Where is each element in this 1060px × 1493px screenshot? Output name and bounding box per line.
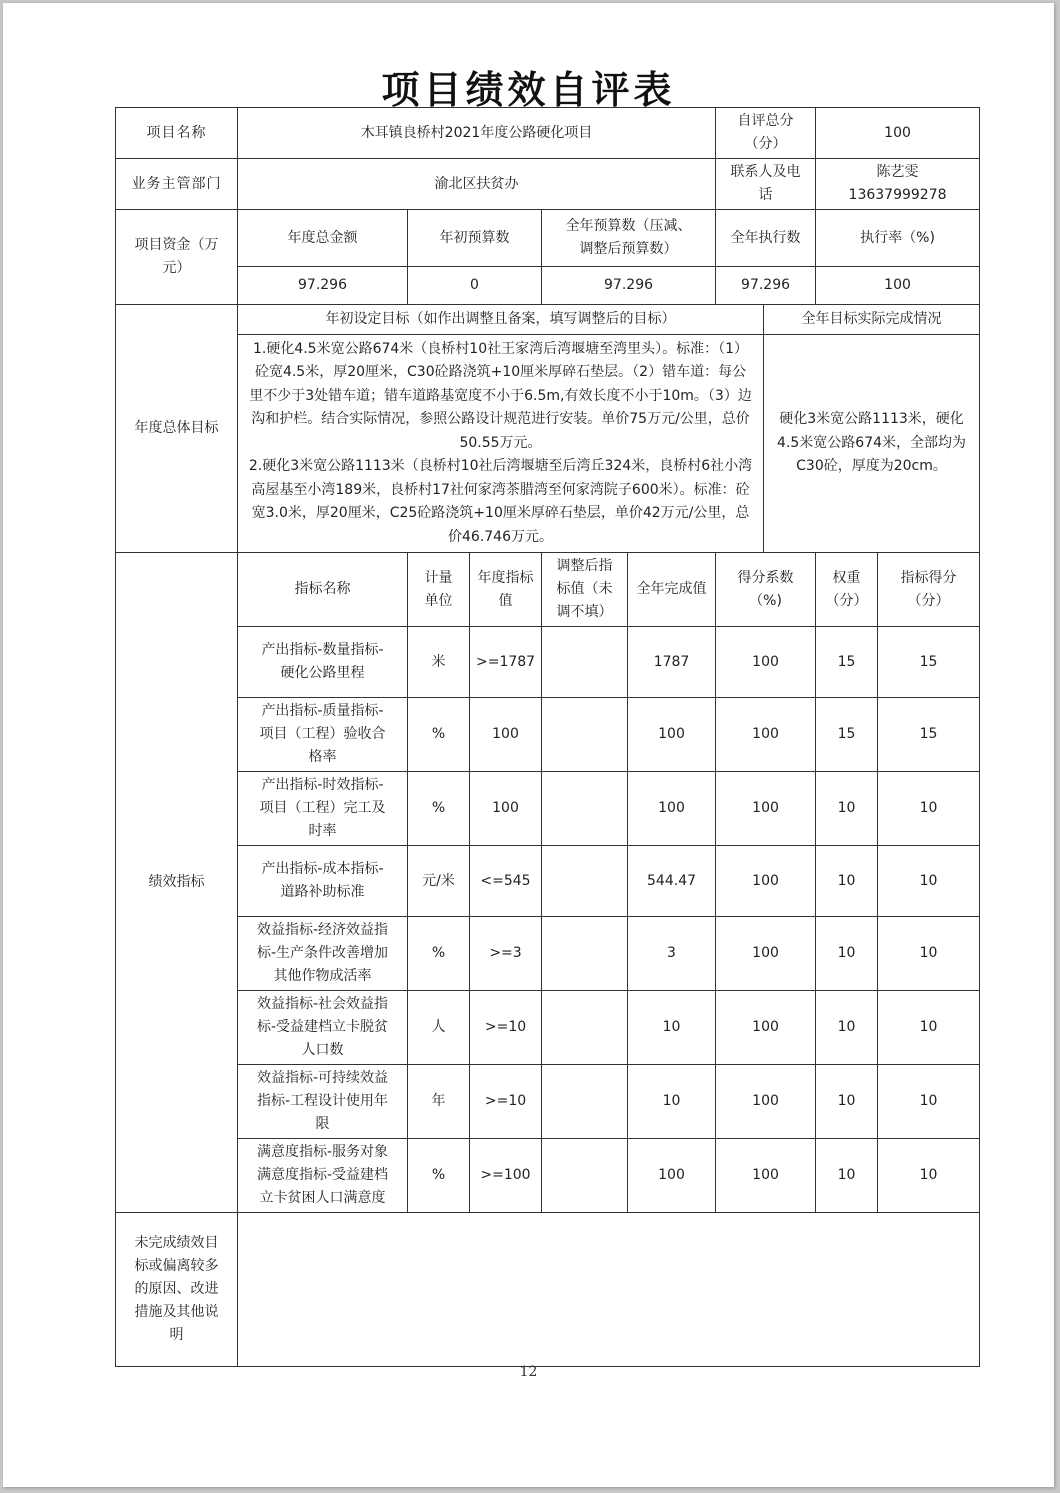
- indicator-row: [116, 698, 980, 772]
- indicator-adjusted: [542, 917, 628, 991]
- indicator-name: 效益指标-经济效益指 标-生产条件改善增加 其他作物成活率: [238, 917, 408, 991]
- funds-value: 97.296: [238, 267, 408, 305]
- department-value: 渝北区扶贫办: [238, 159, 716, 210]
- funds-value: 100: [816, 267, 980, 305]
- funds-value: 0: [408, 267, 542, 305]
- indicator-coefficient: 100: [716, 627, 816, 698]
- document-page: [3, 3, 1054, 1487]
- indicator-actual: 100: [628, 1139, 716, 1213]
- indicator-score: 10: [878, 991, 980, 1065]
- project-name-row: [116, 108, 980, 159]
- funds-header: 全年预算数（压减、 调整后预算数）: [542, 210, 716, 267]
- indicator-target: 100: [470, 698, 542, 772]
- indicator-header: 年度指标 值: [470, 553, 542, 627]
- indicator-coefficient: 100: [716, 846, 816, 917]
- indicator-coefficient: 100: [716, 917, 816, 991]
- remarks-label: 未完成绩效目 标或偏离较多 的原因、改进 措施及其他说 明: [116, 1213, 238, 1367]
- goals-content-row: [116, 335, 980, 553]
- indicator-adjusted: [542, 846, 628, 917]
- page-title: 项目绩效自评表: [381, 67, 676, 112]
- indicator-target: >=1787: [470, 627, 542, 698]
- indicator-row: [116, 991, 980, 1065]
- indicator-adjusted: [542, 991, 628, 1065]
- funds-header: 全年执行数: [716, 210, 816, 267]
- indicator-target: >=100: [470, 1139, 542, 1213]
- indicator-adjusted: [542, 627, 628, 698]
- funds-values-row: [116, 267, 980, 305]
- indicator-row: [116, 1065, 980, 1139]
- indicator-actual: 1787: [628, 627, 716, 698]
- indicator-name: 产出指标-质量指标- 项目（工程）验收合 格率: [238, 698, 408, 772]
- indicator-weight: 10: [816, 1139, 878, 1213]
- indicators-label: 绩效指标: [116, 553, 238, 1213]
- indicator-adjusted: [542, 1065, 628, 1139]
- funds-header: 执行率（%): [816, 210, 980, 267]
- self-score-label: 自评总分 （分）: [716, 108, 816, 159]
- indicator-coefficient: 100: [716, 772, 816, 846]
- indicator-weight: 15: [816, 627, 878, 698]
- funds-header-row: [116, 210, 980, 267]
- indicator-weight: 10: [816, 846, 878, 917]
- funds-label: 项目资金（万 元）: [116, 210, 238, 305]
- indicator-target: <=545: [470, 846, 542, 917]
- indicator-actual: 100: [628, 772, 716, 846]
- indicator-score: 10: [878, 917, 980, 991]
- indicator-name: 产出指标-成本指标- 道路补助标准: [238, 846, 408, 917]
- indicator-unit: %: [408, 698, 470, 772]
- contact-value: 陈艺雯 13637999278: [816, 159, 980, 210]
- funds-value: 97.296: [716, 267, 816, 305]
- target-text: 1.硬化4.5米宽公路674米（良桥村10社王家湾后湾堰塘至湾里头）。标准：（1）砼宽4.5米，厚20厘米，C30砼路浇筑+10厘米厚碎石垫层。（2）错车道：每公里不少于3处错车道；错车道路基宽度不小于6.5m,有效长度不小于10m。（3）边沟和护栏。结合实际情况，参照公路设计规范进行安装。单价75万元/公里，总价50.55万元。 2.硬化3米宽公路1113米（良桥村10社后湾堰塘至后湾丘324米，良桥村6社小湾高屋基至小湾189米，良桥村17社何家湾茶腊湾至何家湾院子600米）。标准：砼宽3.0米，厚20厘米，C25砼路浇筑+10厘米厚碎石垫层，单价42万元/公里，总价46.746万元。: [238, 335, 764, 553]
- indicator-adjusted: [542, 698, 628, 772]
- self-evaluation-table: [115, 107, 980, 1367]
- department-row: [116, 159, 980, 210]
- indicator-unit: %: [408, 917, 470, 991]
- target-header: 年初设定目标（如作出调整且备案，填写调整后的目标）: [238, 305, 764, 335]
- indicator-row: [116, 1139, 980, 1213]
- indicator-score: 10: [878, 1065, 980, 1139]
- self-score-value: 100: [816, 108, 980, 159]
- indicator-coefficient: 100: [716, 1139, 816, 1213]
- indicator-name: 产出指标-数量指标- 硬化公路里程: [238, 627, 408, 698]
- actual-text: 硬化3米宽公路1113米，硬化4.5米宽公路674米，全部均为C30砼，厚度为20cm。: [764, 335, 980, 553]
- indicator-name: 效益指标-社会效益指 标-受益建档立卡脱贫 人口数: [238, 991, 408, 1065]
- contact-label: 联系人及电 话: [716, 159, 816, 210]
- indicator-header-row: [116, 553, 980, 627]
- indicator-row: [116, 772, 980, 846]
- indicator-adjusted: [542, 772, 628, 846]
- indicator-coefficient: 100: [716, 1065, 816, 1139]
- remarks-row: [116, 1213, 980, 1367]
- indicator-header: 得分系数 （%): [716, 553, 816, 627]
- department-label: 业务主管部门: [116, 159, 238, 210]
- indicator-unit: 人: [408, 991, 470, 1065]
- indicator-target: >=3: [470, 917, 542, 991]
- indicator-header: 权重 （分）: [816, 553, 878, 627]
- indicator-score: 15: [878, 627, 980, 698]
- indicator-actual: 10: [628, 1065, 716, 1139]
- indicator-row: [116, 627, 980, 698]
- project-name-value: 木耳镇良桥村2021年度公路硬化项目: [238, 108, 716, 159]
- indicator-name: 效益指标-可持续效益 指标-工程设计使用年 限: [238, 1065, 408, 1139]
- indicator-header: 计量 单位: [408, 553, 470, 627]
- indicator-row: [116, 917, 980, 991]
- indicator-weight: 10: [816, 917, 878, 991]
- indicator-name: 满意度指标-服务对象 满意度指标-受益建档 立卡贫困人口满意度: [238, 1139, 408, 1213]
- indicator-weight: 10: [816, 772, 878, 846]
- indicator-actual: 10: [628, 991, 716, 1065]
- indicator-header: 全年完成值: [628, 553, 716, 627]
- indicator-adjusted: [542, 1139, 628, 1213]
- indicator-weight: 10: [816, 1065, 878, 1139]
- indicator-score: 10: [878, 772, 980, 846]
- indicator-target: 100: [470, 772, 542, 846]
- indicator-score: 10: [878, 1139, 980, 1213]
- actual-header: 全年目标实际完成情况: [764, 305, 980, 335]
- indicator-header: 指标名称: [238, 553, 408, 627]
- indicator-actual: 544.47: [628, 846, 716, 917]
- indicator-score: 15: [878, 698, 980, 772]
- indicator-score: 10: [878, 846, 980, 917]
- page-number: 12: [519, 1364, 538, 1380]
- indicator-unit: 年: [408, 1065, 470, 1139]
- indicator-unit: 米: [408, 627, 470, 698]
- annual-goals-label: 年度总体目标: [116, 305, 238, 553]
- indicator-unit: 元/米: [408, 846, 470, 917]
- funds-value: 97.296: [542, 267, 716, 305]
- indicator-coefficient: 100: [716, 991, 816, 1065]
- indicator-actual: 100: [628, 698, 716, 772]
- indicator-header: 调整后指 标值（未 调不填）: [542, 553, 628, 627]
- indicator-unit: %: [408, 772, 470, 846]
- remarks-value: [238, 1213, 980, 1367]
- project-name-label: 项目名称: [116, 108, 238, 159]
- indicator-actual: 3: [628, 917, 716, 991]
- indicator-unit: %: [408, 1139, 470, 1213]
- funds-header: 年度总金额: [238, 210, 408, 267]
- indicator-target: >=10: [470, 991, 542, 1065]
- goals-header-row: [116, 305, 980, 335]
- indicator-weight: 15: [816, 698, 878, 772]
- indicator-header: 指标得分 （分）: [878, 553, 980, 627]
- indicator-row: [116, 846, 980, 917]
- indicator-coefficient: 100: [716, 698, 816, 772]
- indicator-weight: 10: [816, 991, 878, 1065]
- indicator-name: 产出指标-时效指标- 项目（工程）完工及 时率: [238, 772, 408, 846]
- indicator-target: >=10: [470, 1065, 542, 1139]
- funds-header: 年初预算数: [408, 210, 542, 267]
